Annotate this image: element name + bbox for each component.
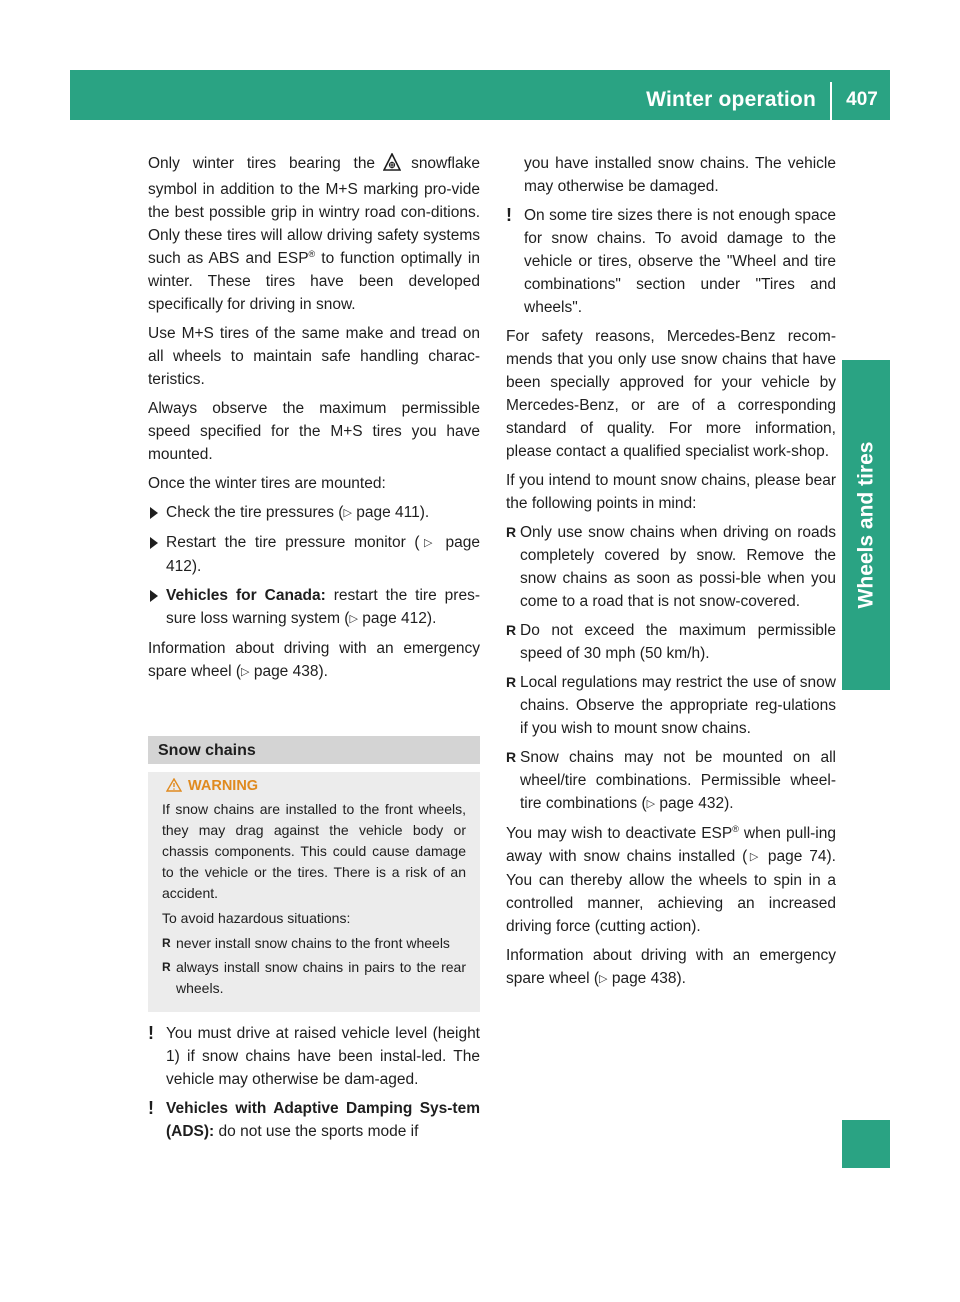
paragraph: Always observe the maximum permissible speed specified for the M+S tires you have mounted. [148, 400, 480, 463]
caution-note: ! On some tire sizes there is not enough space for snow chains. To avoid damage to the vehicle or tires, observe the "Wheel and tire combinations" section under "Tires and wheels". [506, 205, 836, 316]
warning-bullet: R always install snow chains in pairs to the rear wheels. [162, 959, 466, 996]
chapter-tab [842, 360, 890, 690]
right-column [506, 152, 836, 997]
page-ref-icon: ▷ [747, 851, 761, 863]
warning-text: To avoid hazardous situations: [162, 910, 351, 926]
chapter-tab-label: Wheels and tires [854, 441, 878, 609]
page-ref-icon: ▷ [241, 666, 250, 678]
paragraph: Only winter tires bearing the snowflake symbol in addition to the M+S marking pro-vide the best possible grip in wintry road con-ditions. Only these tires will allow driving safety systems such as ABS and ESP® to function optimally in winter. These tires have been developed specifically for driving in snow. [148, 155, 480, 313]
exclamation-icon: ! [148, 1098, 154, 1118]
list-item: R Local regulations may restrict the use of snow chains. Observe the appropriate reg-ulations if you wish to mount snow chains. [506, 674, 836, 737]
instruction-step: Restart the tire pressure monitor (▷ page 412). [148, 531, 480, 578]
paragraph: Use M+S tires of the same make and tread on all wheels to maintain safe handling charac-teristics. [148, 325, 480, 388]
header-bar [70, 70, 890, 120]
paragraph: For safety reasons, Mercedes-Benz recom-mends that you only use snow chains that have been specially approved for your vehicle by Mercedes-Benz, or are of a corresponding standard of quality. For more information, please contact a qualified specialist work-shop. [506, 328, 836, 460]
header-title: Winter operation [646, 88, 816, 111]
section-heading: Snow chains [148, 736, 480, 764]
page-ref-icon: ▷ [599, 973, 608, 985]
caution-note: ! You must drive at raised vehicle level (height 1) if snow chains have been instal-led. The vehicle may otherwise be dam-aged. [148, 1023, 480, 1088]
warning-heading: WARNING [162, 776, 466, 797]
instruction-step: Check the tire pressures (▷ page 411). [148, 501, 480, 525]
paragraph: Once the winter tires are mounted: [148, 475, 386, 492]
warning-text: If snow chains are installed to the front wheels, they may drag against the vehicle body or chassis components. This could cause damage to the vehicle or the tires. There is a risk of an accident. [162, 801, 466, 901]
warning-bullet: R never install snow chains to the front wheels [162, 935, 450, 951]
page-ref-icon: ▷ [343, 507, 352, 519]
paragraph: Information about driving with an emergency spare wheel (▷ page 438). [148, 640, 480, 680]
warning-triangle-icon [166, 778, 188, 794]
left-column [148, 152, 480, 1149]
list-item: R Only use snow chains when driving on roads completely covered by snow. Remove the snow chains as soon as possi-ble when you come to a road that is not snow-covered. [506, 524, 836, 610]
step-arrow-icon [150, 590, 158, 602]
page-ref-icon: ▷ [419, 537, 437, 549]
list-item: R Do not exceed the maximum permissible speed of 30 mph (50 km/h). [506, 622, 836, 662]
snowflake-mountain-icon [383, 153, 401, 178]
page-ref-icon: ▷ [349, 613, 358, 625]
list-item: R Snow chains may not be mounted on all wheel/tire combinations. Permissible wheel-tire combinations (▷ page 432). [506, 749, 836, 812]
step-arrow-icon [150, 537, 158, 549]
paragraph: You may wish to deactivate ESP® when pull-ing away with snow chains installed (▷ page 74). You can thereby allow the wheels to spin in a controlled manner, achieving an increased driving force (cutting action). [506, 823, 836, 935]
page-ref-icon: ▷ [646, 798, 656, 810]
exclamation-icon: ! [148, 1023, 154, 1043]
paragraph: If you intend to mount snow chains, please bear the following points in mind: [506, 472, 836, 512]
instruction-step: Vehicles for Canada: restart the tire pres-sure loss warning system (▷ page 412). [148, 584, 480, 631]
step-arrow-icon [150, 507, 158, 519]
paragraph: Information about driving with an emergency spare wheel (▷ page 438). [506, 947, 836, 987]
caution-note-continued: you have installed snow chains. The vehicle may otherwise be damaged. [524, 155, 836, 195]
header-separator [830, 82, 832, 120]
caution-note: ! Vehicles with Adaptive Damping Sys-tem (ADS): do not use the sports mode if [148, 1098, 480, 1140]
exclamation-icon: ! [506, 205, 512, 225]
warning-box [148, 772, 480, 1012]
chapter-marker [842, 1120, 890, 1168]
page-number: 407 [846, 89, 878, 110]
